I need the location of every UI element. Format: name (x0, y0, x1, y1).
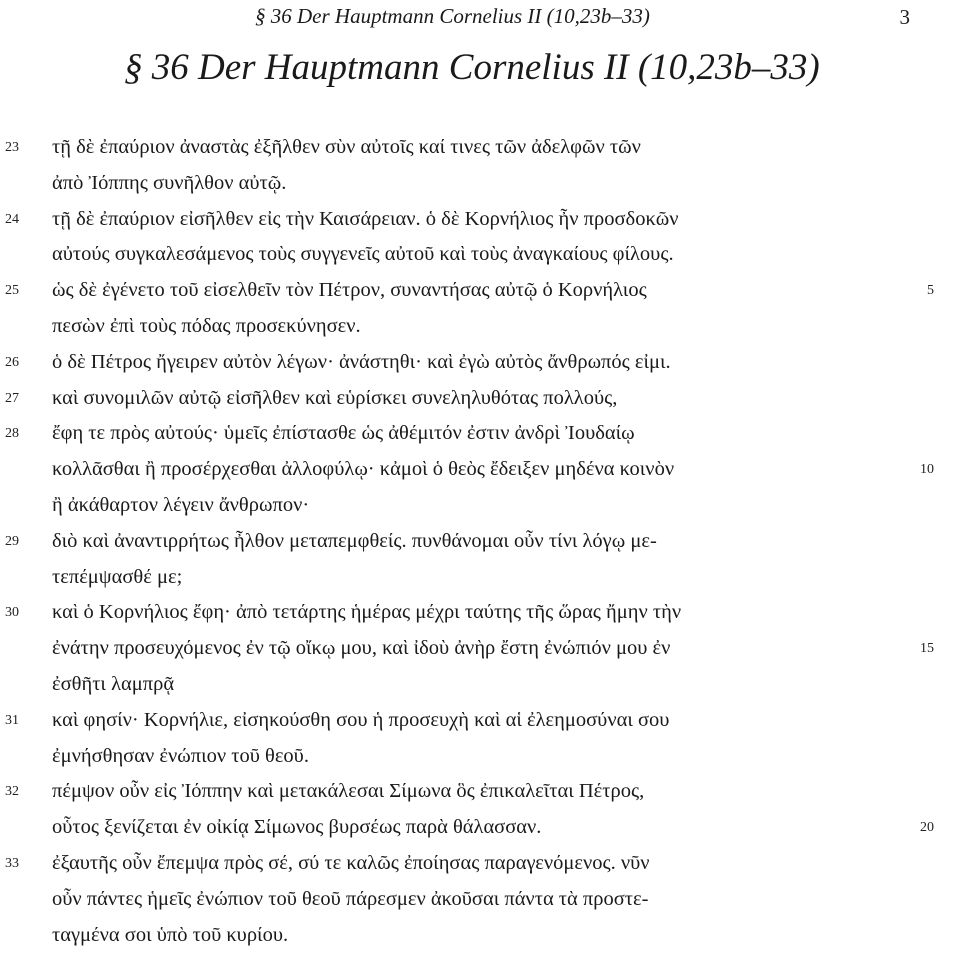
text-line (0, 349, 960, 385)
verse-number: 33 (5, 855, 19, 871)
text-line (0, 886, 960, 922)
text-line (0, 492, 960, 528)
verse-number: 27 (5, 390, 19, 406)
greek-text: αὐτούς συγκαλεσάμενος τοὺς συγγενεῖς αὐτοῦ καὶ τοὺς ἀναγκαίους φίλους. (52, 243, 674, 266)
greek-text: ἐξαυτῆς οὖν ἔπεμψα πρὸς σέ, σύ τε καλῶς ἐποίησας παραγενόμενος. νῦν (52, 851, 650, 874)
greek-text: ὡς δὲ ἐγένετο τοῦ εἰσελθεῖν τὸν Πέτρον, συναντήσας αὐτῷ ὁ Κορνήλιος (52, 279, 647, 302)
line-number: 20 (920, 820, 934, 836)
verse-number: 29 (5, 533, 19, 549)
line-number: 10 (920, 462, 934, 478)
running-head-title: § 36 Der Hauptmann Cornelius II (10,23b–33) (255, 4, 650, 28)
greek-text: οὗτος ξενίζεται ἐν οἰκίᾳ Σίμωνος βυρσέως παρὰ θάλασσαν. (52, 816, 542, 839)
verse-number: 24 (5, 211, 19, 227)
greek-text: ἐμνήσθησαν ἐνώπιον τοῦ θεοῦ. (52, 744, 309, 767)
text-line (0, 922, 960, 957)
text-line (0, 671, 960, 707)
verse-number: 32 (5, 784, 19, 800)
text-line (0, 635, 960, 671)
verse-number: 23 (5, 140, 19, 155)
text-line (0, 241, 960, 277)
greek-text: κολλᾶσθαι ἢ προσέρχεσθαι ἀλλοφύλῳ· κἀμοὶ ὁ θεὸς ἔδειξεν μηδένα κοινὸν (52, 458, 675, 481)
verse-number: 26 (5, 354, 19, 370)
text-line (0, 564, 960, 600)
greek-text: τῇ δὲ ἐπαύριον ἀναστὰς ἐξῆλθεν σὺν αὐτοῖς καί τινες τῶν ἀδελφῶν τῶν (52, 136, 641, 158)
greek-text: ἢ ἀκάθαρτον λέγειν ἄνθρωπον· (52, 493, 310, 516)
verse-number: 30 (5, 605, 19, 621)
text-line (0, 814, 960, 850)
line-number: 5 (927, 283, 934, 299)
greek-text: ἀπὸ Ἰόππης συνῆλθον αὐτῷ. (52, 171, 287, 194)
section-heading: § 36 Der Hauptmann Cornelius II (10,23b–33) (124, 47, 820, 88)
text-line (0, 599, 960, 635)
text-line (0, 420, 960, 456)
verse-number: 28 (5, 426, 19, 442)
greek-text: ἐσθῆτι λαμπρᾷ (52, 672, 175, 695)
page-number: 3 (899, 5, 910, 29)
greek-text: πέμψον οὖν εἰς Ἰόππην καὶ μετακάλεσαι Σίμωνα ὃς ἐπικαλεῖται Πέτρος, (52, 780, 645, 803)
verse-number: 31 (5, 712, 19, 728)
greek-text: τῇ δὲ ἐπαύριον εἰσῆλθεν εἰς τὴν Καισάρειαν. ὁ δὲ Κορνήλιος ἦν προσδοκῶν (52, 207, 679, 230)
text-line (0, 134, 960, 170)
text-line (0, 743, 960, 779)
text-line (0, 456, 960, 492)
text-line (0, 277, 960, 313)
greek-text: πεσὼν ἐπὶ τοὺς πόδας προσεκύνησεν. (52, 314, 361, 337)
greek-text: ἐνάτην προσευχόμενος ἐν τῷ οἴκῳ μου, καὶ ἰδοὺ ἀνὴρ ἔστη ἐνώπιόν μου ἐν (52, 637, 671, 660)
greek-text: καὶ συνομιλῶν αὐτῷ εἰσῆλθεν καὶ εὑρίσκει συνεληλυθότας πολλούς, (52, 386, 618, 409)
verse-number: 25 (5, 283, 19, 299)
text-line (0, 528, 960, 564)
greek-text: καὶ ὁ Κορνήλιος ἔφη· ἀπὸ τετάρτης ἡμέρας μέχρι ταύτης τῆς ὥρας ἤμην τὴν (52, 601, 682, 624)
text-line (0, 850, 960, 886)
text-line (0, 313, 960, 349)
greek-text: οὖν πάντες ἡμεῖς ἐνώπιον τοῦ θεοῦ πάρεσμεν ἀκοῦσαι πάντα τὰ προστε- (52, 887, 649, 910)
text-line (0, 170, 960, 206)
running-head (0, 4, 960, 30)
line-number: 15 (920, 641, 934, 657)
greek-text: διὸ καὶ ἀναντιρρήτως ἦλθον μεταπεμφθείς. πυνθάνομαι οὖν τίνι λόγῳ με- (52, 529, 657, 552)
greek-text: ἔφη τε πρὸς αὐτούς· ὑμεῖς ἐπίστασθε ὡς ἀθέμιτόν ἐστιν ἀνδρὶ Ἰουδαίῳ (52, 422, 635, 445)
greek-text: ταγμένα σοι ὑπὸ τοῦ κυρίου. (52, 923, 289, 946)
text-line (0, 385, 960, 421)
greek-text: καὶ φησίν· Κορνήλιε, εἰσηκούσθη σου ἡ προσευχὴ καὶ αἱ ἐλεημοσύναι σου (52, 708, 670, 731)
text-line (0, 206, 960, 242)
greek-text: ὁ δὲ Πέτρος ἤγειρεν αὐτὸν λέγων· ἀνάστηθι· καὶ ἐγὼ αὐτὸς ἄνθρωπός εἰμι. (52, 350, 671, 373)
greek-text: τεπέμψασθέ με; (52, 565, 183, 588)
text-line (0, 707, 960, 743)
text-line (0, 778, 960, 814)
text-body (0, 134, 960, 957)
